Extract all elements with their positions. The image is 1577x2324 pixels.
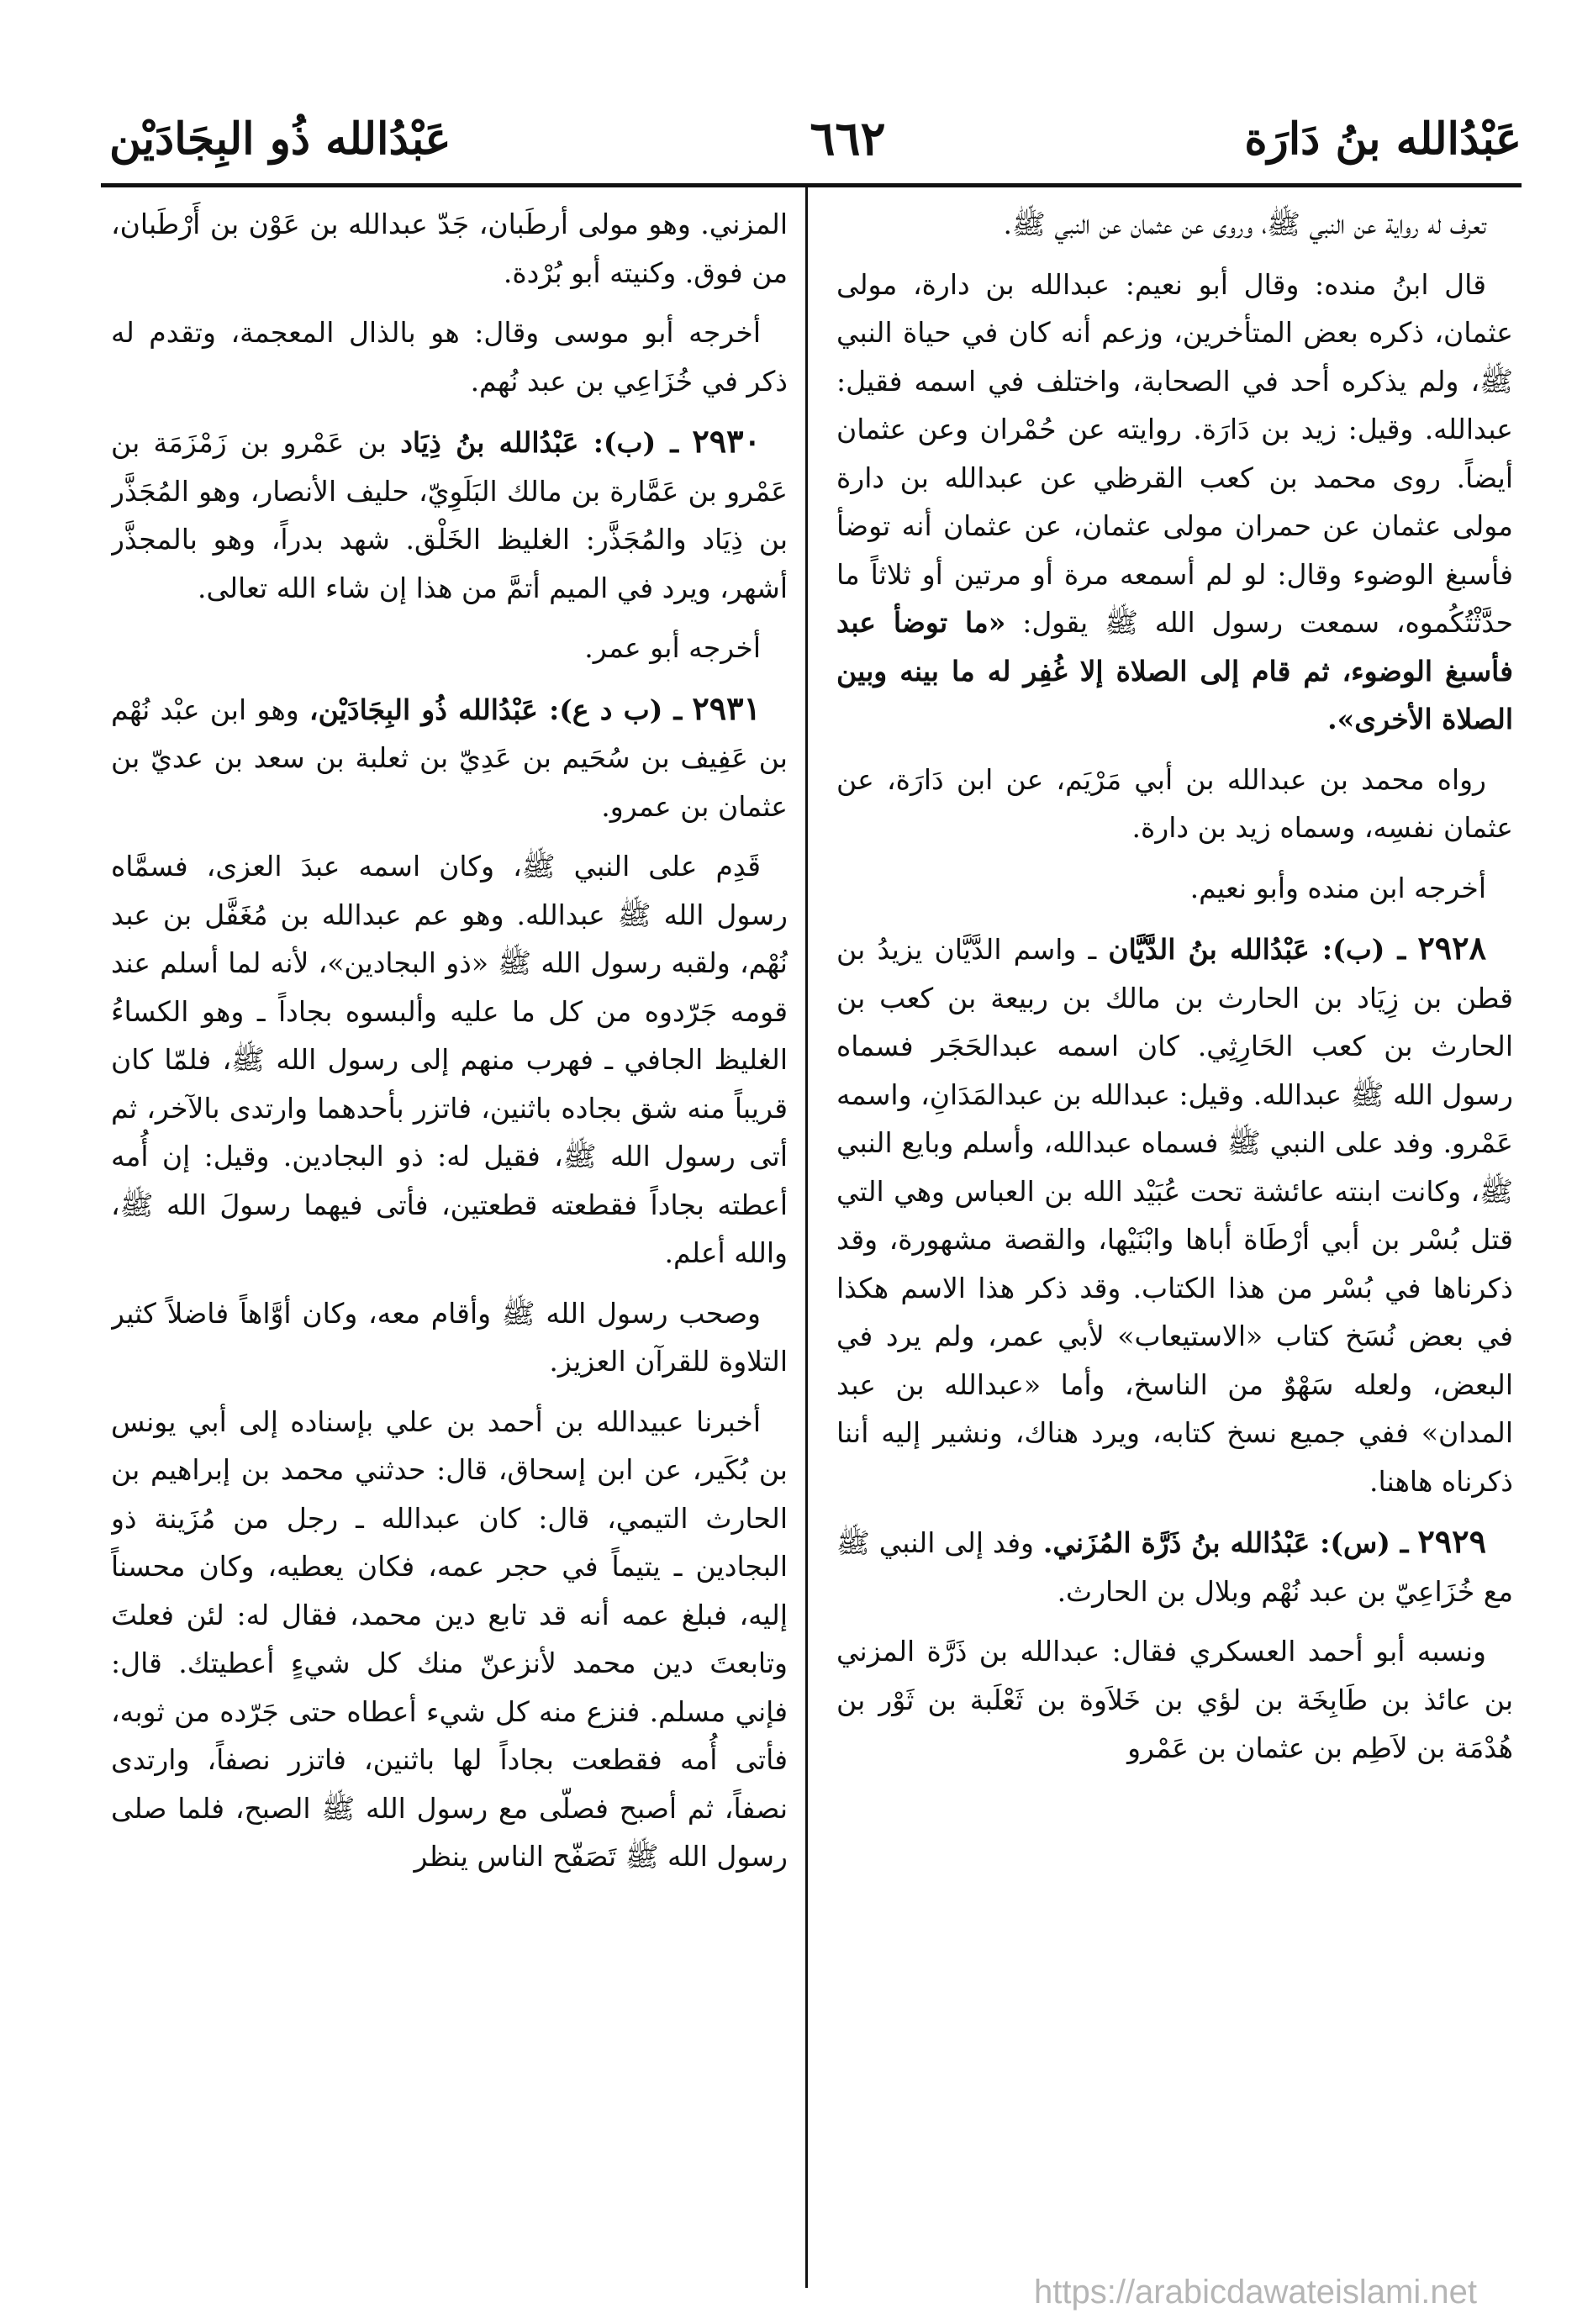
entry-number: ٢٩٢٩ [1417, 1522, 1486, 1560]
paragraph-text: وهو ابن عبْد نُهْم بن عَفِيف بن سُحَيم بن عَدِيّ بن ثعلبة بن سعد بن عديّ بن عثمان بن عمرو. [111, 693, 788, 823]
entry-number: ٢٩٣١ [692, 688, 761, 727]
left-column [111, 200, 788, 2284]
text-paragraph [111, 1289, 788, 1386]
paragraph-text: أخرجه ابن منده وأبو نعيم. [1189, 871, 1486, 904]
entry-number: ٢٩٣٠ [692, 422, 761, 460]
paragraph-text: قَدِم على النبي ﷺ، وكان اسمه عبدَ العزى، فسمَّاه رسول الله ﷺ عبدالله. وهو عم عبدالله بن مُغَفَّل بن عبد نُهْم، ولقبه رسول الله ﷺ «ذو البجادين»، لأنه لما أسلم عند قومه جَرّدوه من كل ما عليه وألبسوه بجاداً ـ وهو الكساءُ الغليظ الجافي ـ فهرب منهم إلى رسول الله ﷺ، فلمّا كان قريباً منه شق بجاده باثنين، فاتزر بأحدهما وارتدى بالآخر، ثم أتى رسول الله ﷺ، فقيل له: ذو البجادين. وقيل: إن أُمه أعطته بجاداً فقطعته قطعتين، فأتى فيهما رسولَ الله ﷺ، والله أعلم. [111, 850, 788, 1269]
text-paragraph [836, 864, 1513, 913]
paragraph-text: المزني. وهو مولى أرطَبان، جَدّ عبدالله بن عَوْن بن أَرْطَبان، من فوق. وكنيته أبو بُرْدة. [111, 208, 788, 289]
entry-heading: ـ (ب): عَبْدُالله بنُ ذِيَاد [400, 426, 679, 459]
text-paragraph [836, 261, 1513, 744]
entry-paragraph [836, 1517, 1513, 1615]
page-header [109, 92, 1522, 185]
entry-heading: ـ (ب): عَبْدُالله بنُ الدَّيَّان [1108, 933, 1406, 966]
page-number: ٦٦٢ [810, 111, 886, 166]
text-paragraph [111, 1398, 788, 1881]
entry-paragraph [836, 924, 1513, 1505]
paragraph-text: وصحب رسول الله ﷺ وأقام معه، وكان أوَّاهاً فاضلاً كثير التلاوة للقرآن العزيز. [111, 1296, 788, 1378]
text-paragraph [111, 624, 788, 672]
paragraph-text: قال ابنُ منده: وقال أبو نعيم: عبدالله بن دارة، مولى عثمان، ذكره بعض المتأخرين، وزعم أنه كان في حياة النبي ﷺ، ولم يذكره أحد في الصحابة، واختلف في اسمه فقيل: عبدالله. وقيل: زيد بن دَارَة. روايته عن حُمْران وعن عثمان أيضاً. روى محمد بن كعب القرظي عن عبدالله بن دارة مولى عثمان عن حمران مولى عثمان، عن عثمان أنه توضأ فأسبغ الوضوء وقال: لو لم أسمعه مرة أو مرتين أو ثلاثاً ما حدَّثْتُكُموه، سمعت رسول الله ﷺ يقول: [836, 267, 1513, 639]
paragraph-text: ـ واسم الدَّيَّان يزيدُ بن قطن بن زِيَاد بن الحارث بن مالك بن ربيعة بن كعب بن الحارث بن كعب الحَارِثِي. كان اسمه عبدالحَجَر فسماه رسول الله ﷺ عبدالله. وقيل: عبدالله بن عبدالمَدَانِ، واسمه عَمْرو. وفد على النبي ﷺ فسماه عبدالله، وأسلم وبايع النبي ﷺ، وكانت ابنته عائشة تحت عُبَيْد الله بن العباس وهي التي قتل بُسْر بن أبي أرْطَاة أباها وابْنَيْها، والقصة مشهورة، وقد ذكرناها في بُسْر من هذا الكتاب. وقد ذكر هذا الاسم هكذا في بعض نُسَخ كتاب «الاستيعاب» لأبي عمر، ولم يرد في البعض، ولعله سَهْوٌ من الناسخ، وأما «عبدالله بن عبد المدان» ففي جميع نسخ كتابه، ويرد هناك، ونشير إليه أننا ذكرناه هاهنا. [836, 933, 1513, 1498]
right-column [836, 200, 1513, 2284]
text-paragraph [836, 1627, 1513, 1773]
paragraph-text: أخبرنا عبيدالله بن أحمد بن علي بإسناده إلى أبي يونس بن بُكَير، عن ابن إسحاق، قال: حدثني محمد بن إبراهيم بن الحارث التيمي، قال: كان عبدالله ـ رجل من مُزَينة ذو البجادين ـ يتيماً في حجر عمه، فكان يعطيه، وكان محسناً إليه، فبلغ عمه أنه قد تابع دين محمد، فقال له: لئن فعلتَ وتابعتَ دين محمد لأنزعنّ منك كل شيءٍ أعطيتك. قال: فإني مسلم. فنزع منه كل شيء أعطاه حتى جَرّده من ثوبه، فأتى أُمه فقطعت بجاداً لها باثنين، فاتزر نصفاً، وارتدى نصفاً، ثم أصبح فصلّى مع رسول الله ﷺ الصبح، فلما صلى رسول الله ﷺ تَصَفّح الناس ينظر [111, 1404, 788, 1873]
running-title-right: عَبْدُالله بنُ دَارَة [1244, 113, 1522, 165]
paragraph-text: ونسبه أبو أحمد العسكري فقال: عبدالله بن ذَرَّة المزني بن عائذ بن طَابِخَة بن لؤي بن خَلاَوة بن ثَعْلَبة بن ثَوْر بن هُدْمَة بن لاَطِم بن عثمان بن عَمْرو [836, 1635, 1513, 1764]
paragraph-text: أخرجه أبو موسى وقال: هو بالذال المعجمة، وتقدم له ذكر في خُزَاعِي بن عبد نُهم. [111, 316, 788, 398]
text-paragraph [836, 756, 1513, 852]
paragraph-text: بن عَمْرو بن زَمْزَمَة بن عَمْرو بن عَمَّارة بن مالك البَلَوِيّ، حليف الأنصار، وهو المُجَذَّر بن ذِيَاد والمُجَذَّر: الغليظ الخَلْق. شهد بدراً، وهو بالمجذَّر أشهر، ويرد في الميم أتمَّ من هذا إن شاء الله تعالى. [111, 426, 788, 604]
entry-number: ٢٩٢٨ [1417, 929, 1486, 967]
entry-heading: ـ (س): عَبْدُالله بنُ ذَرَّة المُزَني. [1042, 1526, 1409, 1559]
text-paragraph [836, 200, 1513, 249]
watermark-url: https://arabicdawateislami.net [1034, 2274, 1477, 2311]
text-paragraph [111, 308, 788, 405]
running-title-left: عَبْدُالله ذُو البِجَادَيْن [109, 113, 451, 165]
paragraph-text: وفد إلى النبي ﷺ مع خُزَاعِيّ بن عبد نُهْم وبلال بن الحارث. [836, 1526, 1513, 1608]
entry-heading: ـ (ب د ع): عَبْدُالله ذُو البِجَادَيْن، [309, 693, 683, 726]
entry-paragraph [111, 417, 788, 612]
hadith-quote: «ما توضأ عبد فأسبغ الوضوء، ثم قام إلى الصلاة إلا غُفِر له ما بينه وبين الصلاة الأخرى». [836, 606, 1513, 735]
column-divider [805, 187, 808, 2288]
paragraph-text: رواه محمد بن عبدالله بن أبي مَرْيَم، عن ابن دَارَة، عن عثمان نفسِه، وسماه زيد بن دارة. [836, 762, 1513, 844]
text-paragraph [111, 200, 788, 297]
entry-paragraph [111, 684, 788, 831]
text-paragraph [111, 842, 788, 1278]
paragraph-text: تعرف له رواية عن النبي ﷺ، وروى عن عثمان عن النبي ﷺ. [1003, 208, 1486, 240]
header-rule [101, 183, 1522, 187]
paragraph-text: أخرجه أبو عمر. [584, 631, 761, 664]
